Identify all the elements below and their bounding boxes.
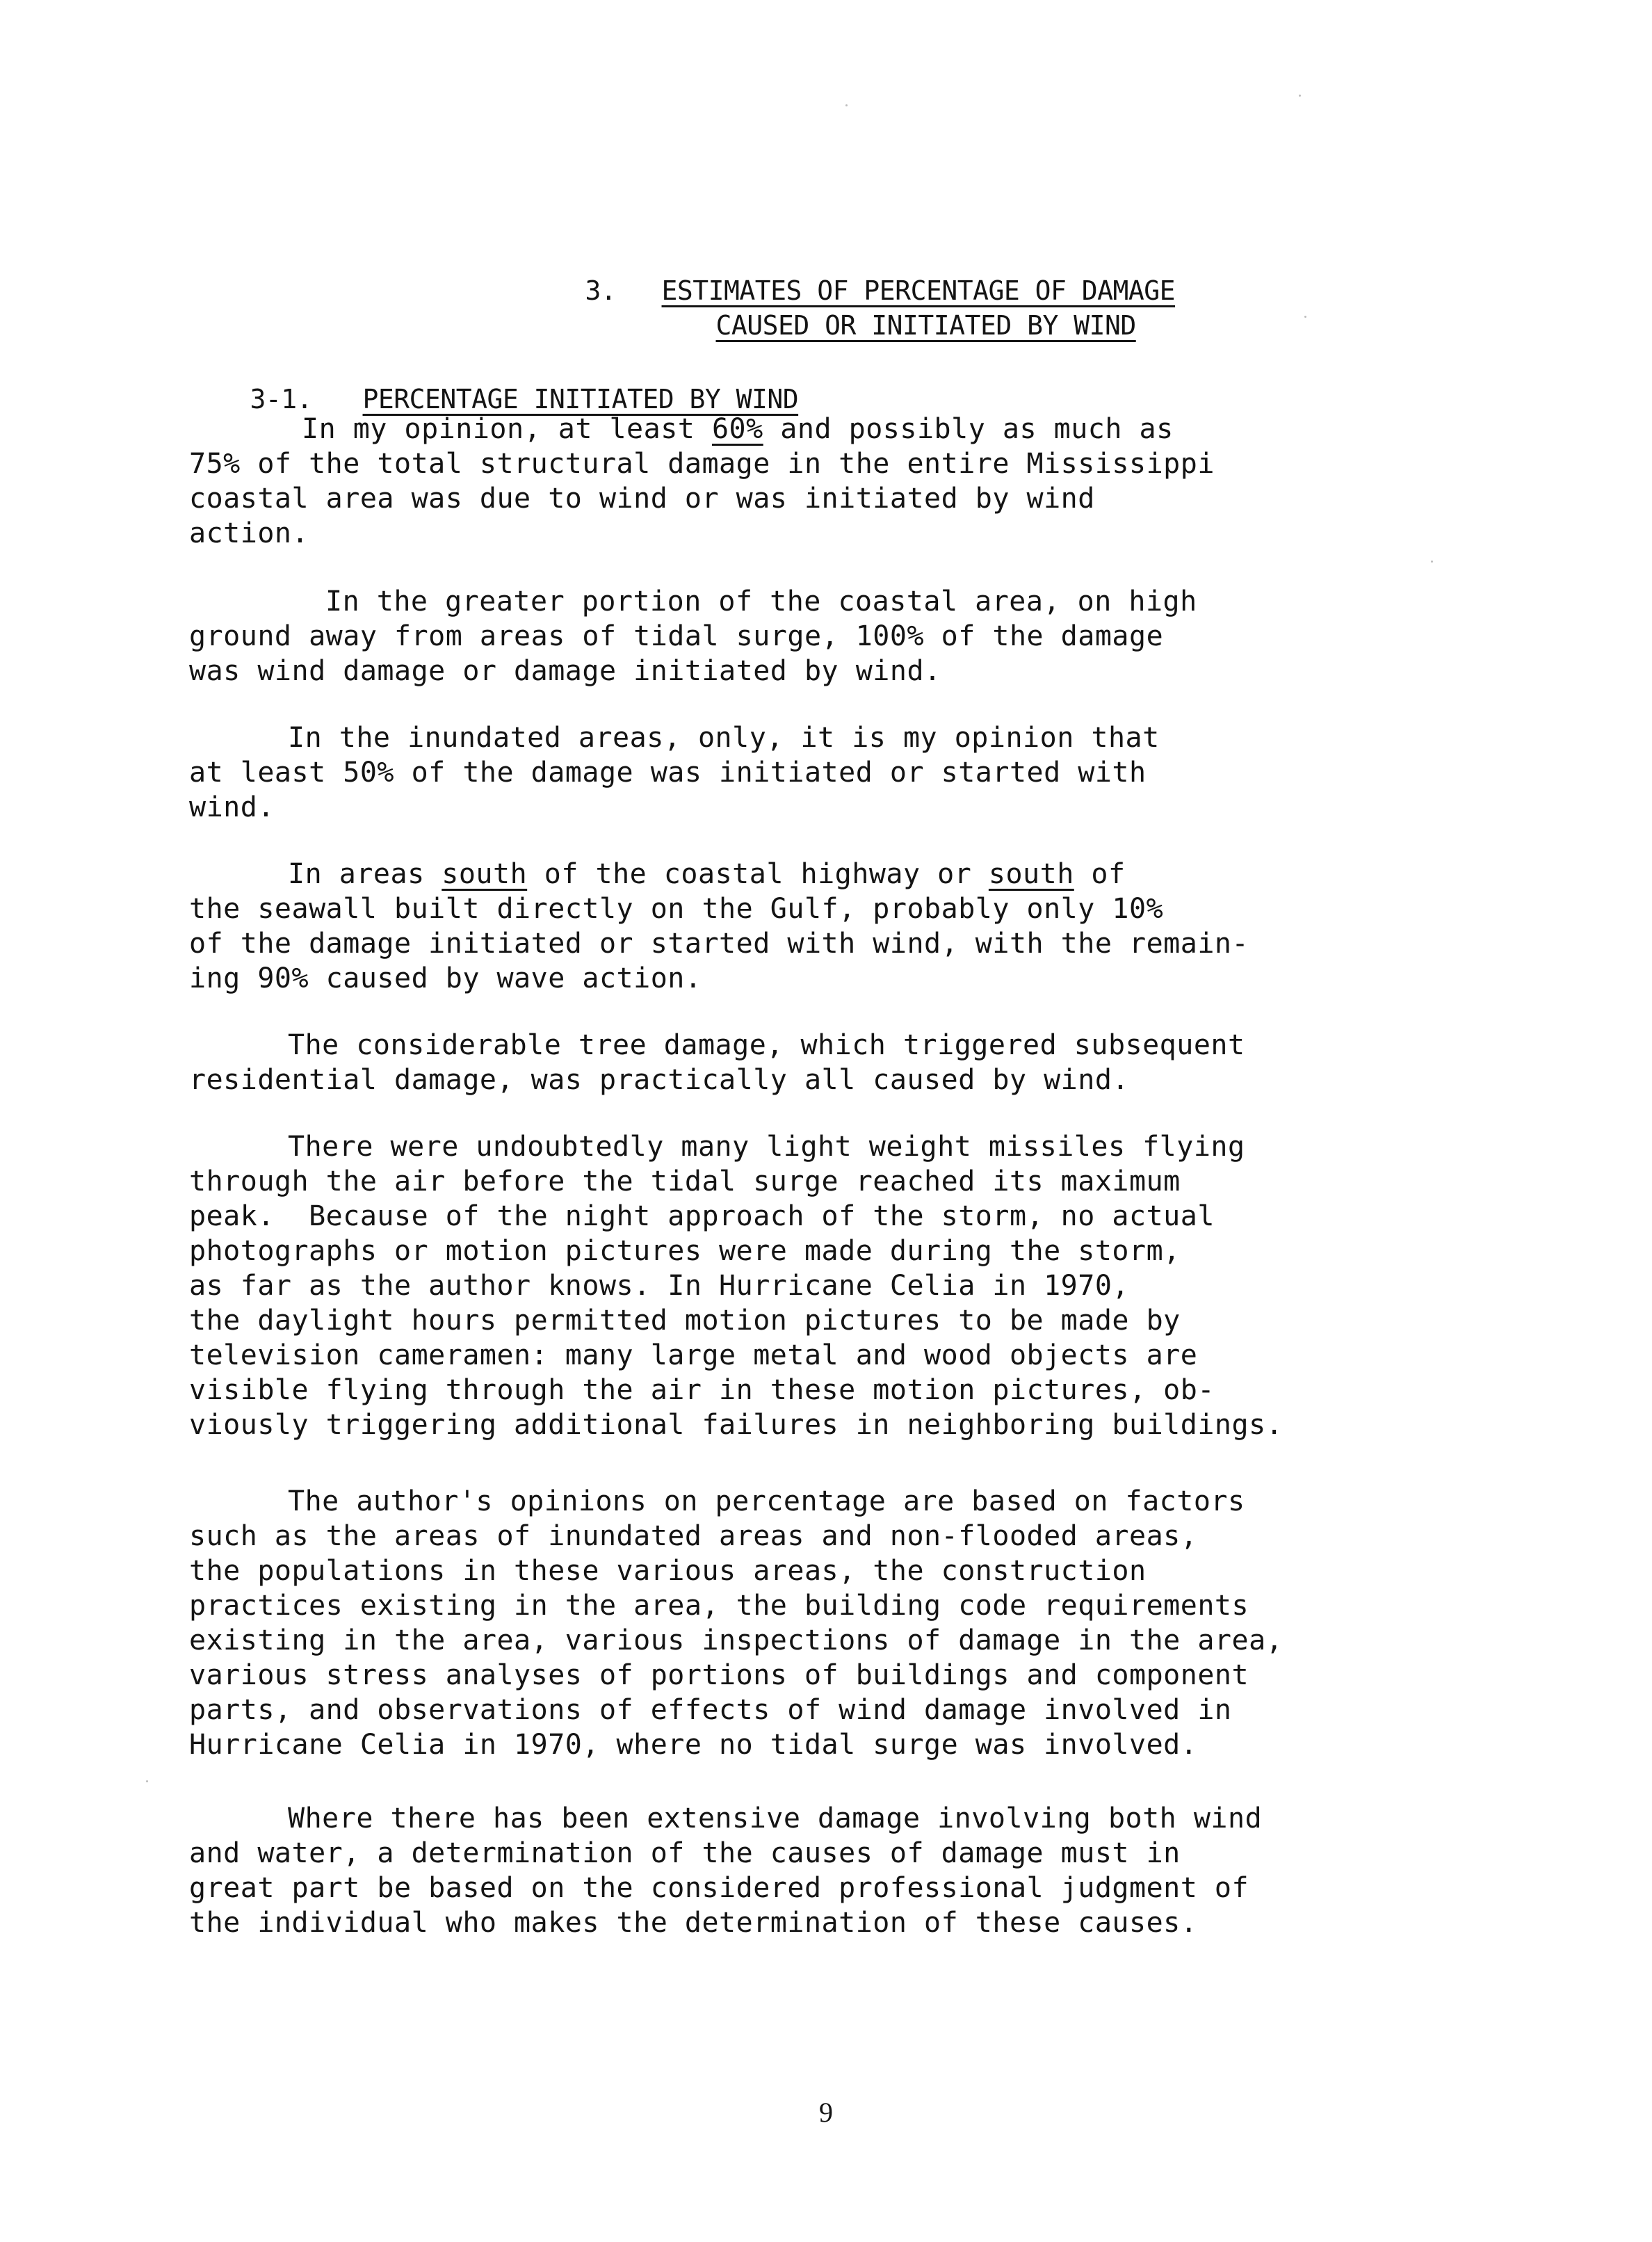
paragraph-line: In the inundated areas, only, it is my opinion that [288, 722, 1160, 754]
paragraph-8 [189, 1801, 1413, 1940]
paragraph-line: practices existing in the area, the building code requirements [189, 1590, 1249, 1622]
paragraph-line: the populations in these various areas, the construction [189, 1555, 1147, 1587]
paragraph-7 [189, 1484, 1413, 1762]
paragraph-line: such as the areas of inundated areas and non-flooded areas, [189, 1520, 1198, 1552]
paragraph-line [189, 412, 1413, 446]
paragraph-line: peak. Because of the night approach of the storm, no actual [189, 1200, 1215, 1232]
underlined-word: south [442, 858, 528, 890]
paragraph-line: The considerable tree damage, which triggered subsequent [288, 1029, 1245, 1061]
paragraph-line: and water, a determination of the causes of damage must in [189, 1837, 1181, 1869]
underlined-percentage: 60% [711, 413, 763, 445]
paragraph-line: at least 50% of the damage was initiated or started with [189, 757, 1147, 789]
paragraph-6 [189, 1129, 1413, 1442]
text-run: In areas [288, 858, 442, 890]
section-title-text-2: CAUSED OR INITIATED BY WIND [715, 310, 1136, 341]
paragraph-line: viously triggering additional failures in neighboring buildings. [189, 1409, 1283, 1441]
paragraph-line: The author's opinions on percentage are based on factors [288, 1485, 1245, 1517]
paragraph-line: as far as the author knows. In Hurricane Celia in 1970, [189, 1270, 1130, 1302]
text-run: and possibly as much as [763, 413, 1174, 445]
page-number: 9 [819, 2097, 833, 2128]
scan-speck [1299, 95, 1301, 97]
paragraph-5 [189, 1028, 1413, 1097]
paragraph-line: the seawall built directly on the Gulf, probably only 10% [189, 893, 1164, 925]
paragraph-line: Hurricane Celia in 1970, where no tidal surge was involved. [189, 1729, 1198, 1761]
text-run: In my opinion, at least [302, 413, 712, 445]
paragraph-line: Where there has been extensive damage involving both wind [288, 1803, 1263, 1834]
paragraph-line: parts, and observations of effects of wind damage involved in [189, 1694, 1232, 1726]
text-run: of the coastal highway or [527, 858, 989, 890]
paragraph-2 [189, 584, 1413, 688]
section-title-text-1: ESTIMATES OF PERCENTAGE OF DAMAGE [661, 275, 1175, 306]
paragraph-1 [189, 412, 1413, 551]
paragraph-3 [189, 720, 1413, 825]
paragraph-line: through the air before the tidal surge reached its maximum [189, 1166, 1181, 1197]
paragraph-line: ing 90% caused by wave action. [189, 962, 702, 994]
scan-speck [1431, 560, 1433, 563]
paragraph-line: coastal area was due to wind or was initiated by wind [189, 483, 1095, 515]
section-number: 3. [585, 275, 617, 306]
scan-speck [1304, 316, 1306, 318]
paragraph-line: various stress analyses of portions of buildings and component [189, 1659, 1249, 1691]
scan-speck [845, 104, 848, 106]
paragraph-line: ground away from areas of tidal surge, 100% of the damage [189, 620, 1164, 652]
paragraph-line: wind. [189, 791, 275, 823]
paragraph-line: 75% of the total structural damage in the entire Mississippi [189, 448, 1215, 480]
underlined-word: south [988, 858, 1074, 890]
paragraph-line: existing in the area, various inspections of damage in the area, [189, 1624, 1283, 1656]
paragraph-line: the individual who makes the determination of these causes. [189, 1907, 1198, 1939]
paragraph-line: photographs or motion pictures were made during the storm, [189, 1235, 1181, 1267]
text-run: of [1074, 858, 1126, 890]
subsection-title-text: PERCENTAGE INITIATED BY WIND [362, 384, 799, 414]
paragraph-line: In the greater portion of the coastal area, on high [325, 586, 1197, 618]
paragraph-line: the daylight hours permitted motion pictures to be made by [189, 1305, 1181, 1337]
paragraph-line: residential damage, was practically all caused by wind. [189, 1064, 1130, 1096]
paragraph-line: great part be based on the considered professional judgment of [189, 1872, 1249, 1904]
scan-speck [146, 1780, 148, 1782]
paragraph-line [189, 857, 1413, 892]
paragraph-line: visible flying through the air in these motion pictures, ob- [189, 1374, 1215, 1406]
paragraph-line: There were undoubtedly many light weight missiles flying [288, 1131, 1245, 1163]
paragraph-4 [189, 857, 1413, 996]
paragraph-line: television cameramen: many large metal and wood objects are [189, 1339, 1198, 1371]
paragraph-line: was wind damage or damage initiated by wind. [189, 655, 941, 687]
paragraph-line: action. [189, 517, 309, 549]
subsection-number: 3-1. [250, 384, 313, 414]
paragraph-line: of the damage initiated or started with wind, with the remain- [189, 928, 1249, 960]
